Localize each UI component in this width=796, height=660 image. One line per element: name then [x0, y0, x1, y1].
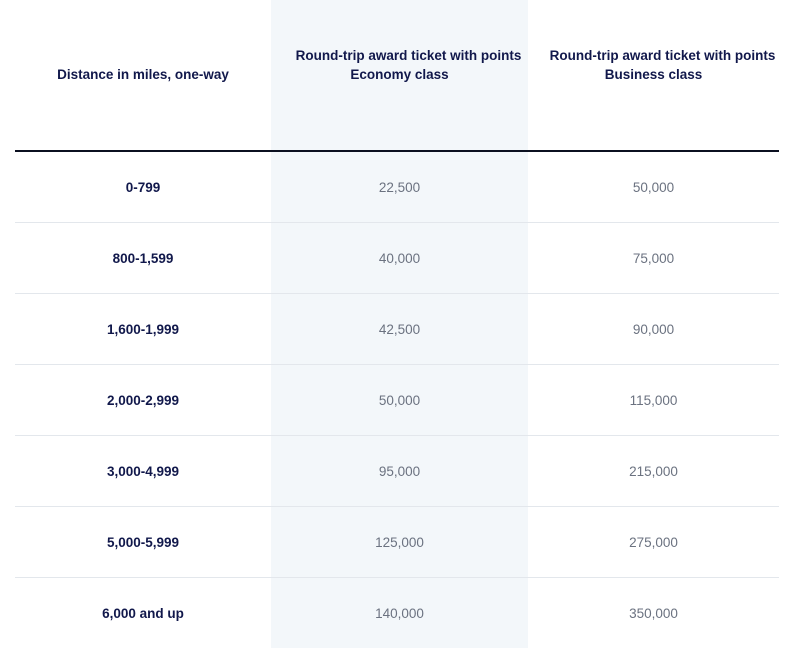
award-chart-table: [15, 0, 779, 648]
cell-distance: 2,000-2,999: [15, 365, 271, 436]
cell-economy: 140,000: [271, 578, 528, 649]
cell-business: 115,000: [528, 365, 779, 436]
cell-economy: 95,000: [271, 436, 528, 507]
cell-business: 50,000: [528, 151, 779, 223]
table-body: [15, 151, 779, 648]
table-row: [15, 223, 779, 294]
cell-business: 75,000: [528, 223, 779, 294]
cell-economy: 22,500: [271, 151, 528, 223]
table-row: [15, 507, 779, 578]
cell-business: 350,000: [629, 605, 678, 621]
cell-economy: 40,000: [271, 223, 528, 294]
cell-business: 275,000: [528, 507, 779, 578]
table-row: [15, 151, 779, 223]
table-row: [15, 578, 779, 649]
cell-distance: 3,000-4,999: [15, 436, 271, 507]
cell-distance: 6,000 and up: [102, 605, 184, 621]
table-row: [15, 294, 779, 365]
column-header-distance-label: Distance in miles, one-way: [57, 67, 229, 83]
cell-business: 215,000: [528, 436, 779, 507]
cell-distance: 1,600-1,999: [15, 294, 271, 365]
table-header-row: [15, 0, 779, 151]
cell-distance: 0-799: [15, 151, 271, 223]
column-header-economy-label: Round-trip award ticket with points: [295, 47, 522, 63]
column-header-economy-sublabel: Economy class: [350, 67, 449, 83]
table-row: [15, 436, 779, 507]
cell-business: 90,000: [528, 294, 779, 365]
cell-distance: 800-1,599: [15, 223, 271, 294]
cell-economy: 50,000: [271, 365, 528, 436]
table-row: [15, 365, 779, 436]
column-header-business: [528, 0, 779, 151]
cell-distance: 5,000-5,999: [15, 507, 271, 578]
column-header-business-label: Round-trip award ticket with points: [549, 47, 776, 63]
column-header-distance: [15, 0, 271, 151]
column-header-economy: [271, 0, 528, 151]
cell-economy: 125,000: [271, 507, 528, 578]
column-header-business-sublabel: Business class: [604, 67, 703, 83]
table-header: [15, 0, 779, 151]
cell-economy: 42,500: [271, 294, 528, 365]
